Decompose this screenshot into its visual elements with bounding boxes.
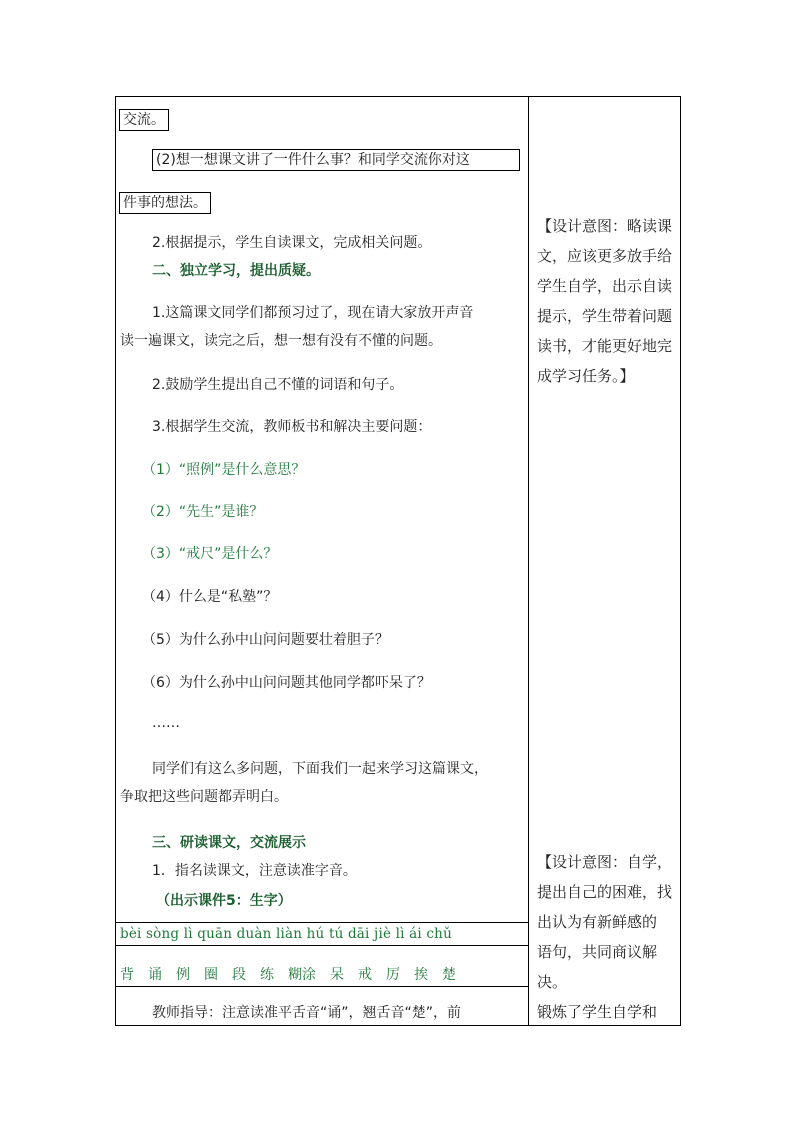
character-bottom-line (116, 986, 528, 987)
text-line: 3.根据学生交流，教师板书和解决主要问题： (152, 419, 432, 435)
lesson-table (115, 96, 681, 1026)
question-item: （6）为什么孙中山问问题其他同学都吓呆了？ (142, 675, 431, 691)
ellipsis: …… (152, 715, 180, 731)
question-item: （3）“戒尺”是什么？ (142, 546, 278, 562)
text-line: 交流。 (119, 109, 169, 131)
question-item: （5）为什么孙中山问问题要壮着胆子？ (142, 632, 389, 648)
section-heading: 二、独立学习，提出质疑。 (152, 263, 320, 279)
left-column (116, 97, 528, 1025)
pinyin-bottom-line (116, 945, 528, 946)
section-heading: 三、研读课文，交流展示 (152, 835, 306, 851)
courseware-label: （出示课件5：生字） (156, 893, 292, 909)
text-line: 2.鼓励学生提出自己不懂的词语和句子。 (152, 377, 404, 393)
text-line: (2)想一想课文讲了一件什么事？和同学交流你对这 (152, 149, 520, 171)
text-line: 争取把这些问题都弄明白。 (120, 789, 288, 805)
question-item: （4）什么是“私塾”？ (142, 589, 278, 605)
design-note-2: 【设计意图：自学， 提出自己的困难，找 出认为有新鲜感的 语句，共同商议解决。 锻炼了学生自学和 (537, 853, 673, 1021)
character-row: 背 诵 例 圈 段 练 糊涂 呆 戒 厉 挨 楚 (120, 967, 456, 983)
text-line: 教师指导：注意读准平舌音“诵”，翘舌音“楚”，前 (152, 1005, 462, 1021)
design-note-1: 【设计意图：略读课 文，应该更多放手给 学生自学，出示自读 提示，学生带着问题 读书，才能更好地完 成学习任务。】 (537, 217, 673, 385)
question-item: （2）“先生”是谁？ (142, 504, 264, 520)
text-line: 件事的想法。 (119, 192, 211, 214)
text-line: 2.根据提示，学生自读课文，完成相关问题。 (152, 235, 432, 251)
text-line: 读一遍课文，读完之后，想一想有没有不懂的问题。 (120, 333, 442, 349)
text-line: 同学们有这么多问题，下面我们一起来学习这篇课文， (152, 761, 488, 777)
question-item: （1）“照例”是什么意思？ (142, 462, 306, 478)
pinyin-row: bèi sòng lì quān duàn liàn hú tú dāi jiè lì ái chǔ (120, 926, 452, 942)
text-line: 1．指名读课文，注意读准字音。 (152, 863, 357, 879)
pinyin-top-line (116, 922, 528, 923)
text-line: 1.这篇课文同学们都预习过了，现在请大家放开声音 (152, 305, 474, 321)
right-column (529, 97, 680, 1025)
